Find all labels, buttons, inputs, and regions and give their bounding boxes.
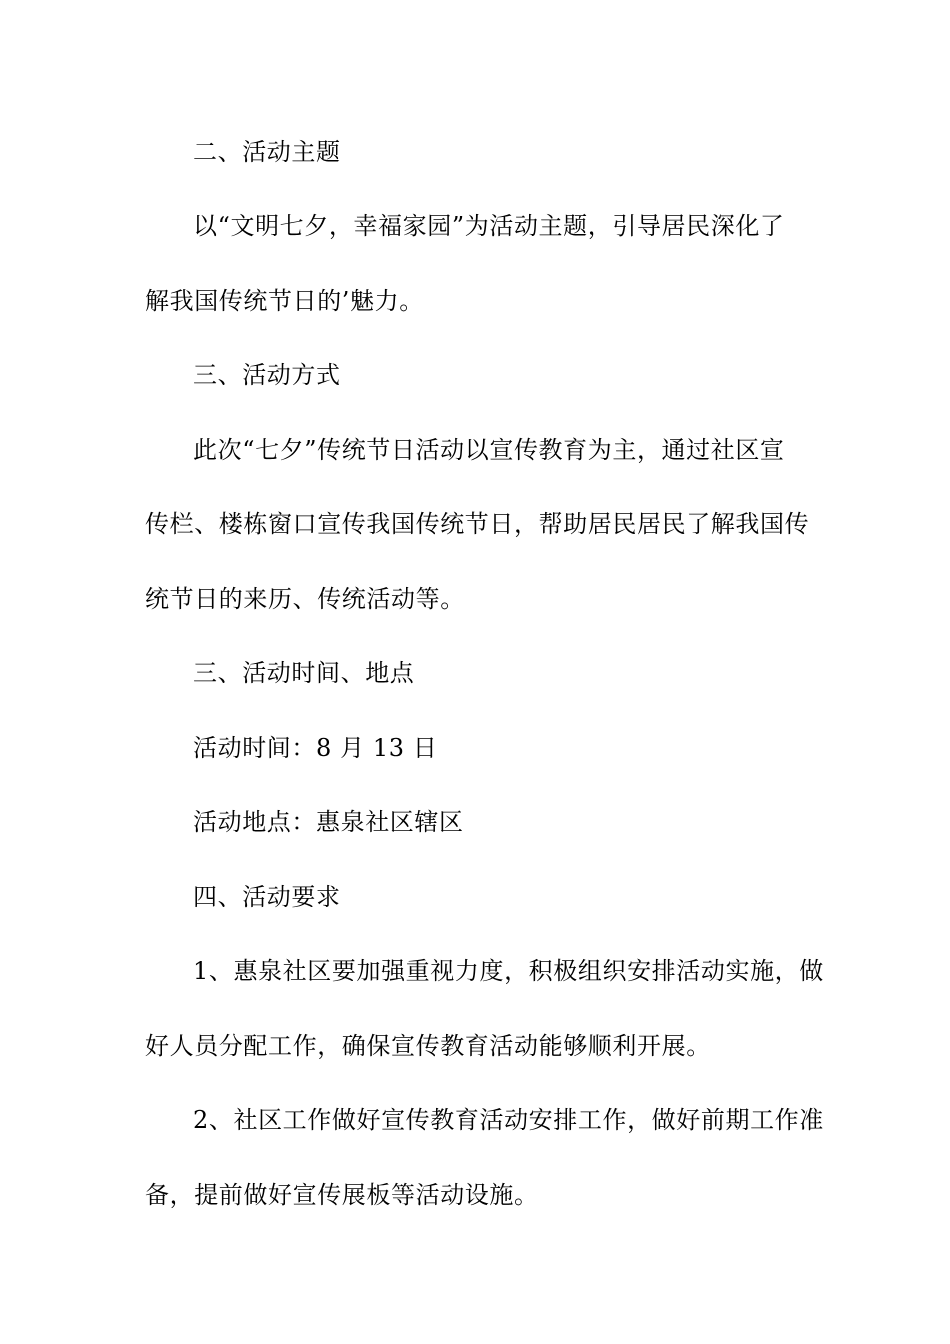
paragraph-line: 2、社区工作做好宣传教育活动安排工作，做好前期工作准 [193,1106,824,1134]
paragraph-line: 统节日的来历、传统活动等。 [145,585,465,613]
paragraph-line: 此次“七夕”传统节日活动以宣传教育为主，通过社区宣 [193,436,785,464]
activity-place: 活动地点：惠泉社区辖区 [193,808,464,836]
paragraph-line: 1、惠泉社区要加强重视力度，积极组织安排活动实施，做 [193,957,824,985]
heading-activity-time-place: 三、活动时间、地点 [193,659,415,687]
paragraph-line: 以“文明七夕，幸福家园”为活动主题，引导居民深化了 [193,212,785,240]
paragraph-line: 备，提前做好宣传展板等活动设施。 [145,1181,539,1209]
heading-activity-requirements: 四、活动要求 [193,883,341,911]
paragraph-line: 传栏、楼栋窗口宣传我国传统节日，帮助居民居民了解我国传 [145,510,810,538]
paragraph-line: 解我国传统节日的’魅力。 [145,287,424,315]
heading-activity-method: 三、活动方式 [193,361,341,389]
heading-activity-theme: 二、活动主题 [193,138,341,166]
paragraph-line: 好人员分配工作，确保宣传教育活动能够顺利开展。 [145,1032,711,1060]
activity-time: 活动时间：8 月 13 日 [193,734,438,762]
